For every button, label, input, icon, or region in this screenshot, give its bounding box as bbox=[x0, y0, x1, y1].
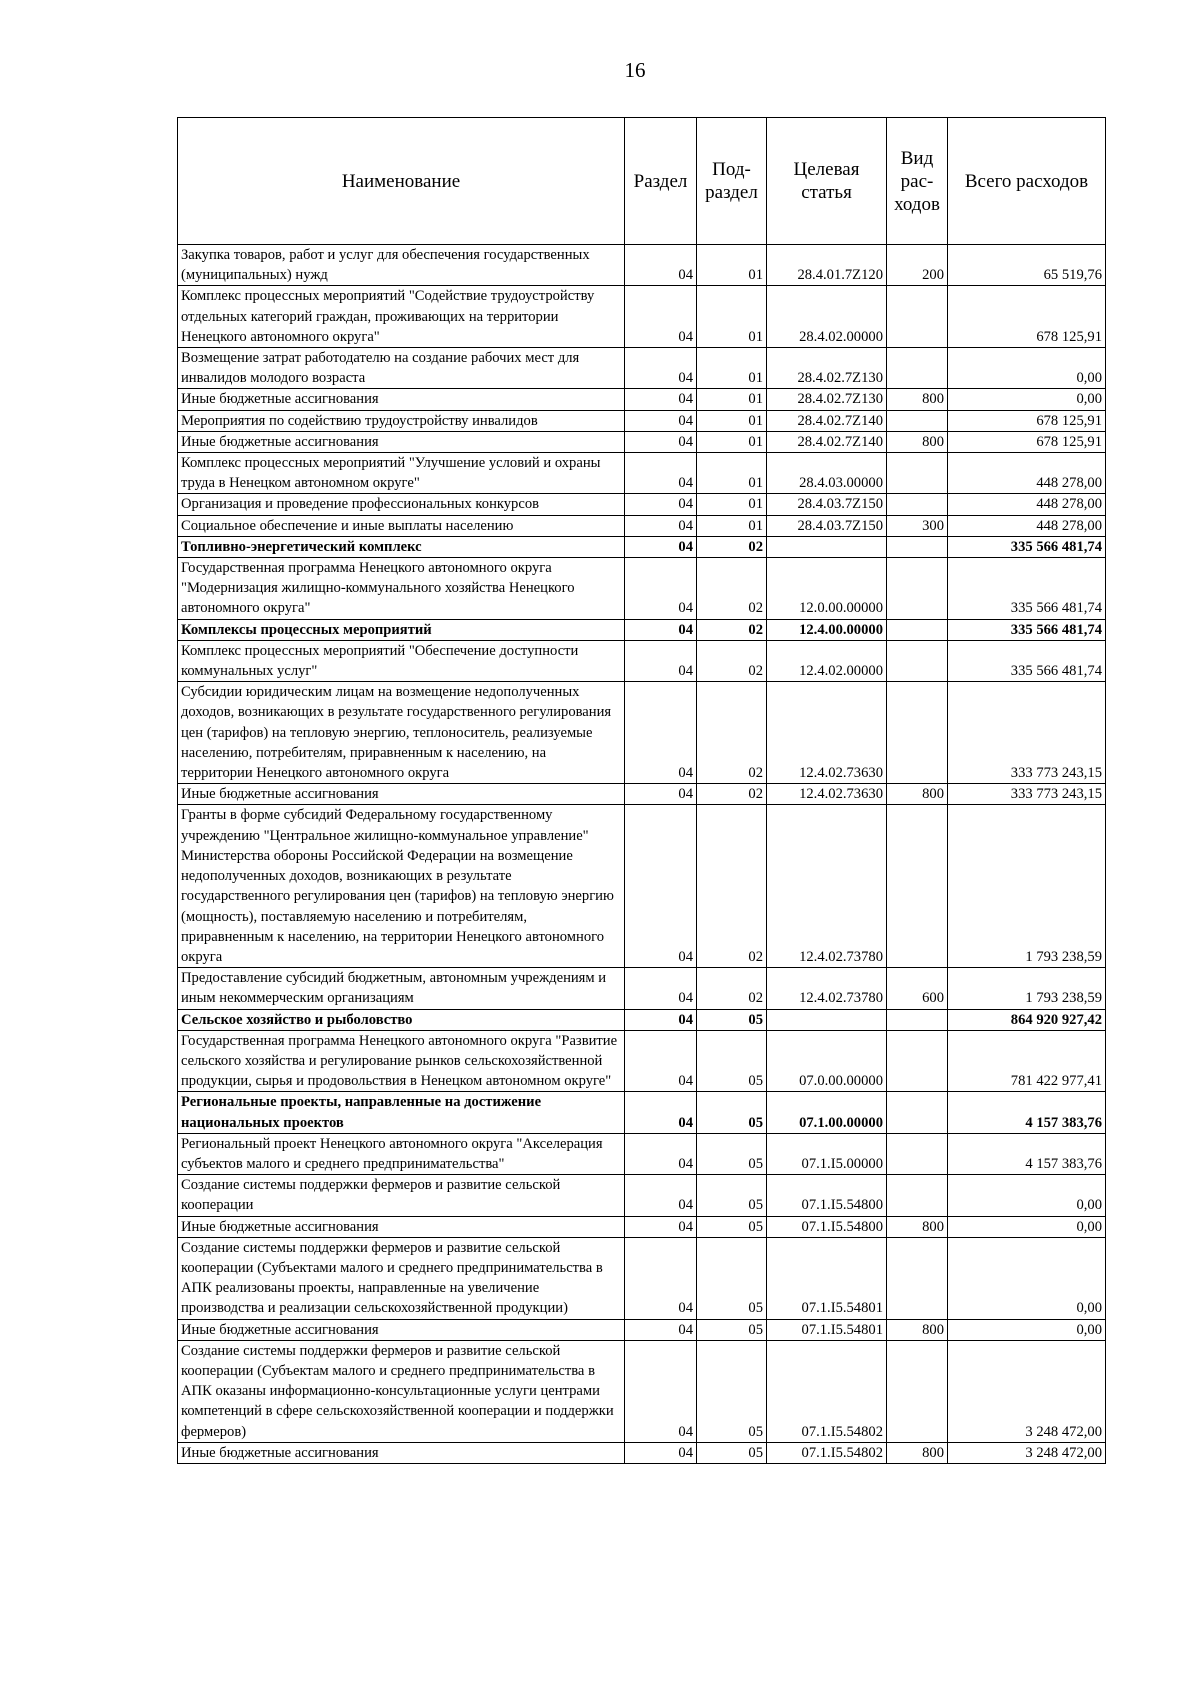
table-row bbox=[178, 1319, 1106, 1340]
cell-name: Региональный проект Ненецкого автономного округа "Акселерация субъектов малого и среднего предпринимательства" bbox=[178, 1133, 625, 1174]
cell-celevaya-statya bbox=[767, 1009, 887, 1030]
cell-razdel: 04 bbox=[625, 348, 697, 389]
cell-name: Возмещение затрат работодателю на создание рабочих мест для инвалидов молодого возраста bbox=[178, 348, 625, 389]
cell-name: Организация и проведение профессиональных конкурсов bbox=[178, 494, 625, 515]
table-row bbox=[178, 389, 1106, 410]
cell-total: 0,00 bbox=[948, 1216, 1106, 1237]
table-row bbox=[178, 1340, 1106, 1442]
cell-vid-raskhodov bbox=[887, 619, 948, 640]
cell-podrazdel: 02 bbox=[697, 682, 767, 784]
cell-razdel: 04 bbox=[625, 1030, 697, 1092]
cell-total: 335 566 481,74 bbox=[948, 619, 1106, 640]
cell-razdel: 04 bbox=[625, 410, 697, 431]
cell-razdel: 04 bbox=[625, 453, 697, 494]
header-total: Всего расходов bbox=[948, 118, 1106, 245]
table-row bbox=[178, 682, 1106, 784]
cell-vid-raskhodov bbox=[887, 1237, 948, 1319]
header-name: Наименование bbox=[178, 118, 625, 245]
cell-razdel: 04 bbox=[625, 1319, 697, 1340]
cell-total: 1 793 238,59 bbox=[948, 805, 1106, 968]
table-row bbox=[178, 453, 1106, 494]
cell-vid-raskhodov: 800 bbox=[887, 784, 948, 805]
cell-celevaya-statya bbox=[767, 536, 887, 557]
cell-celevaya-statya: 28.4.03.7Z150 bbox=[767, 494, 887, 515]
cell-vid-raskhodov bbox=[887, 286, 948, 348]
cell-total: 0,00 bbox=[948, 389, 1106, 410]
cell-razdel: 04 bbox=[625, 536, 697, 557]
cell-celevaya-statya: 07.1.I5.54802 bbox=[767, 1340, 887, 1442]
cell-name: Комплексы процессных мероприятий bbox=[178, 619, 625, 640]
cell-celevaya-statya: 28.4.02.7Z140 bbox=[767, 410, 887, 431]
cell-podrazdel: 01 bbox=[697, 410, 767, 431]
cell-vid-raskhodov bbox=[887, 453, 948, 494]
cell-podrazdel: 01 bbox=[697, 389, 767, 410]
cell-name: Иные бюджетные ассигнования bbox=[178, 389, 625, 410]
cell-celevaya-statya: 28.4.02.7Z130 bbox=[767, 389, 887, 410]
cell-total: 4 157 383,76 bbox=[948, 1133, 1106, 1174]
cell-celevaya-statya: 28.4.01.7Z120 bbox=[767, 245, 887, 286]
cell-name: Создание системы поддержки фермеров и развитие сельской кооперации (Субъектами малого и среднего предпринимательства в АПК реализованы проекты, направленные на увеличение производства и реализации сельскохозяйственной продукции) bbox=[178, 1237, 625, 1319]
table-row bbox=[178, 1442, 1106, 1463]
cell-razdel: 04 bbox=[625, 805, 697, 968]
cell-celevaya-statya: 07.0.00.00000 bbox=[767, 1030, 887, 1092]
cell-total: 678 125,91 bbox=[948, 286, 1106, 348]
cell-vid-raskhodov bbox=[887, 805, 948, 968]
cell-name: Государственная программа Ненецкого автономного округа "Развитие сельского хозяйства и регулирование рынков сельскохозяйственной продукции, сырья и продовольствия в Ненецком автономном округе" bbox=[178, 1030, 625, 1092]
table-row bbox=[178, 1237, 1106, 1319]
table-row bbox=[178, 245, 1106, 286]
cell-name: Гранты в форме субсидий Федеральному государственному учреждению "Центральное жилищно-коммунальное управление" Министерства обороны Российской Федерации на возмещение недополученных доходов, возникающих в результате государственного регулирования цен (тарифов) на тепловую энергию (мощность), поставляемую населению и потребителям, приравненным к населению, на территории Ненецкого автономного округа bbox=[178, 805, 625, 968]
cell-celevaya-statya: 12.4.02.73780 bbox=[767, 968, 887, 1009]
cell-name: Мероприятия по содействию трудоустройству инвалидов bbox=[178, 410, 625, 431]
cell-podrazdel: 02 bbox=[697, 805, 767, 968]
cell-celevaya-statya: 28.4.02.7Z130 bbox=[767, 348, 887, 389]
cell-podrazdel: 05 bbox=[697, 1237, 767, 1319]
cell-razdel: 04 bbox=[625, 784, 697, 805]
cell-razdel: 04 bbox=[625, 1237, 697, 1319]
cell-podrazdel: 05 bbox=[697, 1319, 767, 1340]
cell-podrazdel: 05 bbox=[697, 1009, 767, 1030]
table-row bbox=[178, 1133, 1106, 1174]
cell-name: Государственная программа Ненецкого автономного округа "Модернизация жилищно-коммунального хозяйства Ненецкого автономного округа" bbox=[178, 558, 625, 620]
cell-name: Предоставление субсидий бюджетным, автономным учреждениям и иным некоммерческим организациям bbox=[178, 968, 625, 1009]
cell-celevaya-statya: 12.4.02.00000 bbox=[767, 640, 887, 681]
cell-name: Социальное обеспечение и иные выплаты населению bbox=[178, 515, 625, 536]
cell-celevaya-statya: 07.1.I5.54802 bbox=[767, 1442, 887, 1463]
cell-total: 333 773 243,15 bbox=[948, 784, 1106, 805]
cell-total: 65 519,76 bbox=[948, 245, 1106, 286]
cell-podrazdel: 05 bbox=[697, 1092, 767, 1133]
cell-celevaya-statya: 12.0.00.00000 bbox=[767, 558, 887, 620]
header-podrazdel: Под- раздел bbox=[697, 118, 767, 245]
table-row bbox=[178, 619, 1106, 640]
cell-total: 3 248 472,00 bbox=[948, 1340, 1106, 1442]
cell-razdel: 04 bbox=[625, 286, 697, 348]
cell-razdel: 04 bbox=[625, 515, 697, 536]
cell-vid-raskhodov bbox=[887, 1340, 948, 1442]
cell-name: Создание системы поддержки фермеров и развитие сельской кооперации bbox=[178, 1175, 625, 1216]
cell-total: 781 422 977,41 bbox=[948, 1030, 1106, 1092]
cell-total: 3 248 472,00 bbox=[948, 1442, 1106, 1463]
table-row bbox=[178, 784, 1106, 805]
cell-name: Иные бюджетные ассигнования bbox=[178, 1442, 625, 1463]
table-row bbox=[178, 515, 1106, 536]
header-vid-raskhodov: Вид рас- ходов bbox=[887, 118, 948, 245]
cell-podrazdel: 05 bbox=[697, 1442, 767, 1463]
cell-vid-raskhodov: 800 bbox=[887, 1216, 948, 1237]
cell-celevaya-statya: 07.1.I5.54800 bbox=[767, 1216, 887, 1237]
cell-podrazdel: 05 bbox=[697, 1175, 767, 1216]
cell-name: Комплекс процессных мероприятий "Содействие трудоустройству отдельных категорий граждан, проживающих на территории Ненецкого автономного округа" bbox=[178, 286, 625, 348]
cell-vid-raskhodov bbox=[887, 494, 948, 515]
cell-name: Иные бюджетные ассигнования bbox=[178, 784, 625, 805]
cell-razdel: 04 bbox=[625, 431, 697, 452]
cell-total: 335 566 481,74 bbox=[948, 558, 1106, 620]
table-row bbox=[178, 410, 1106, 431]
cell-razdel: 04 bbox=[625, 1216, 697, 1237]
table-row bbox=[178, 494, 1106, 515]
cell-razdel: 04 bbox=[625, 1340, 697, 1442]
cell-vid-raskhodov bbox=[887, 1030, 948, 1092]
cell-razdel: 04 bbox=[625, 494, 697, 515]
cell-total: 678 125,91 bbox=[948, 410, 1106, 431]
cell-celevaya-statya: 12.4.02.73630 bbox=[767, 784, 887, 805]
cell-celevaya-statya: 12.4.00.00000 bbox=[767, 619, 887, 640]
table-row bbox=[178, 1009, 1106, 1030]
cell-vid-raskhodov: 800 bbox=[887, 1319, 948, 1340]
table-row bbox=[178, 536, 1106, 557]
page-number: 16 bbox=[624, 58, 646, 82]
cell-podrazdel: 05 bbox=[697, 1030, 767, 1092]
cell-podrazdel: 05 bbox=[697, 1216, 767, 1237]
cell-vid-raskhodov bbox=[887, 1133, 948, 1174]
cell-celevaya-statya: 07.1.I5.00000 bbox=[767, 1133, 887, 1174]
cell-vid-raskhodov: 200 bbox=[887, 245, 948, 286]
cell-celevaya-statya: 07.1.I5.54800 bbox=[767, 1175, 887, 1216]
cell-podrazdel: 02 bbox=[697, 536, 767, 557]
cell-total: 335 566 481,74 bbox=[948, 640, 1106, 681]
table-row bbox=[178, 1175, 1106, 1216]
cell-vid-raskhodov bbox=[887, 1175, 948, 1216]
table-header bbox=[178, 118, 1106, 245]
cell-podrazdel: 01 bbox=[697, 348, 767, 389]
cell-name: Субсидии юридическим лицам на возмещение недополученных доходов, возникающих в результате государственного регулирования цен (тарифов) на тепловую энергию, теплоноситель, реализуемые населению, потребителям, приравненным к населению, на территории Ненецкого автономного округа bbox=[178, 682, 625, 784]
cell-podrazdel: 02 bbox=[697, 558, 767, 620]
cell-podrazdel: 02 bbox=[697, 968, 767, 1009]
table-row bbox=[178, 1030, 1106, 1092]
cell-name: Иные бюджетные ассигнования bbox=[178, 1216, 625, 1237]
table-body bbox=[178, 245, 1106, 1464]
cell-podrazdel: 05 bbox=[697, 1340, 767, 1442]
cell-name: Иные бюджетные ассигнования bbox=[178, 431, 625, 452]
cell-total: 0,00 bbox=[948, 1237, 1106, 1319]
cell-razdel: 04 bbox=[625, 1175, 697, 1216]
header-razdel: Раздел bbox=[625, 118, 697, 245]
cell-vid-raskhodov bbox=[887, 640, 948, 681]
cell-podrazdel: 02 bbox=[697, 784, 767, 805]
cell-podrazdel: 02 bbox=[697, 640, 767, 681]
cell-vid-raskhodov bbox=[887, 682, 948, 784]
table-row bbox=[178, 348, 1106, 389]
cell-total: 0,00 bbox=[948, 1319, 1106, 1340]
cell-razdel: 04 bbox=[625, 389, 697, 410]
cell-podrazdel: 01 bbox=[697, 515, 767, 536]
cell-podrazdel: 01 bbox=[697, 431, 767, 452]
cell-celevaya-statya: 28.4.02.00000 bbox=[767, 286, 887, 348]
cell-name: Топливно-энергетический комплекс bbox=[178, 536, 625, 557]
cell-celevaya-statya: 07.1.00.00000 bbox=[767, 1092, 887, 1133]
cell-vid-raskhodov bbox=[887, 558, 948, 620]
cell-celevaya-statya: 12.4.02.73780 bbox=[767, 805, 887, 968]
cell-razdel: 04 bbox=[625, 1092, 697, 1133]
cell-podrazdel: 05 bbox=[697, 1133, 767, 1174]
table-row bbox=[178, 805, 1106, 968]
cell-total: 1 793 238,59 bbox=[948, 968, 1106, 1009]
cell-name: Сельское хозяйство и рыболовство bbox=[178, 1009, 625, 1030]
cell-podrazdel: 01 bbox=[697, 453, 767, 494]
cell-razdel: 04 bbox=[625, 1133, 697, 1174]
cell-total: 678 125,91 bbox=[948, 431, 1106, 452]
table-row bbox=[178, 1216, 1106, 1237]
cell-vid-raskhodov bbox=[887, 1092, 948, 1133]
cell-razdel: 04 bbox=[625, 1009, 697, 1030]
cell-vid-raskhodov: 600 bbox=[887, 968, 948, 1009]
cell-total: 333 773 243,15 bbox=[948, 682, 1106, 784]
table-row bbox=[178, 968, 1106, 1009]
cell-total: 4 157 383,76 bbox=[948, 1092, 1106, 1133]
cell-name: Комплекс процессных мероприятий "Обеспечение доступности коммунальных услуг" bbox=[178, 640, 625, 681]
cell-celevaya-statya: 28.4.03.00000 bbox=[767, 453, 887, 494]
cell-name: Иные бюджетные ассигнования bbox=[178, 1319, 625, 1340]
cell-podrazdel: 02 bbox=[697, 619, 767, 640]
cell-celevaya-statya: 07.1.I5.54801 bbox=[767, 1319, 887, 1340]
cell-razdel: 04 bbox=[625, 619, 697, 640]
cell-razdel: 04 bbox=[625, 640, 697, 681]
cell-razdel: 04 bbox=[625, 558, 697, 620]
cell-total: 448 278,00 bbox=[948, 453, 1106, 494]
cell-razdel: 04 bbox=[625, 245, 697, 286]
cell-podrazdel: 01 bbox=[697, 245, 767, 286]
cell-total: 448 278,00 bbox=[948, 515, 1106, 536]
cell-celevaya-statya: 12.4.02.73630 bbox=[767, 682, 887, 784]
cell-vid-raskhodov bbox=[887, 1009, 948, 1030]
cell-name: Региональные проекты, направленные на достижение национальных проектов bbox=[178, 1092, 625, 1133]
cell-podrazdel: 01 bbox=[697, 286, 767, 348]
cell-name: Закупка товаров, работ и услуг для обеспечения государственных (муниципальных) нужд bbox=[178, 245, 625, 286]
cell-vid-raskhodov bbox=[887, 410, 948, 431]
cell-total: 448 278,00 bbox=[948, 494, 1106, 515]
cell-vid-raskhodov: 800 bbox=[887, 431, 948, 452]
table-row bbox=[178, 1092, 1106, 1133]
cell-total: 0,00 bbox=[948, 348, 1106, 389]
cell-total: 864 920 927,42 bbox=[948, 1009, 1106, 1030]
cell-vid-raskhodov: 300 bbox=[887, 515, 948, 536]
cell-razdel: 04 bbox=[625, 968, 697, 1009]
cell-name: Создание системы поддержки фермеров и развитие сельской кооперации (Субъектам малого и среднего предпринимательства в АПК оказаны информационно-консультационные услуги центрами компетенций в сфере сельскохозяйственной кооперации и поддержки фермеров) bbox=[178, 1340, 625, 1442]
cell-vid-raskhodov: 800 bbox=[887, 1442, 948, 1463]
cell-celevaya-statya: 28.4.02.7Z140 bbox=[767, 431, 887, 452]
cell-name: Комплекс процессных мероприятий "Улучшение условий и охраны труда в Ненецком автономном округе" bbox=[178, 453, 625, 494]
cell-total: 335 566 481,74 bbox=[948, 536, 1106, 557]
header-celevaya-statya: Целевая статья bbox=[767, 118, 887, 245]
cell-total: 0,00 bbox=[948, 1175, 1106, 1216]
table-row bbox=[178, 286, 1106, 348]
table-row bbox=[178, 558, 1106, 620]
cell-vid-raskhodov bbox=[887, 536, 948, 557]
cell-vid-raskhodov: 800 bbox=[887, 389, 948, 410]
table-row bbox=[178, 431, 1106, 452]
cell-podrazdel: 01 bbox=[697, 494, 767, 515]
cell-celevaya-statya: 07.1.I5.54801 bbox=[767, 1237, 887, 1319]
budget-table bbox=[177, 117, 1106, 1464]
cell-celevaya-statya: 28.4.03.7Z150 bbox=[767, 515, 887, 536]
cell-razdel: 04 bbox=[625, 682, 697, 784]
cell-vid-raskhodov bbox=[887, 348, 948, 389]
table-row bbox=[178, 640, 1106, 681]
cell-razdel: 04 bbox=[625, 1442, 697, 1463]
